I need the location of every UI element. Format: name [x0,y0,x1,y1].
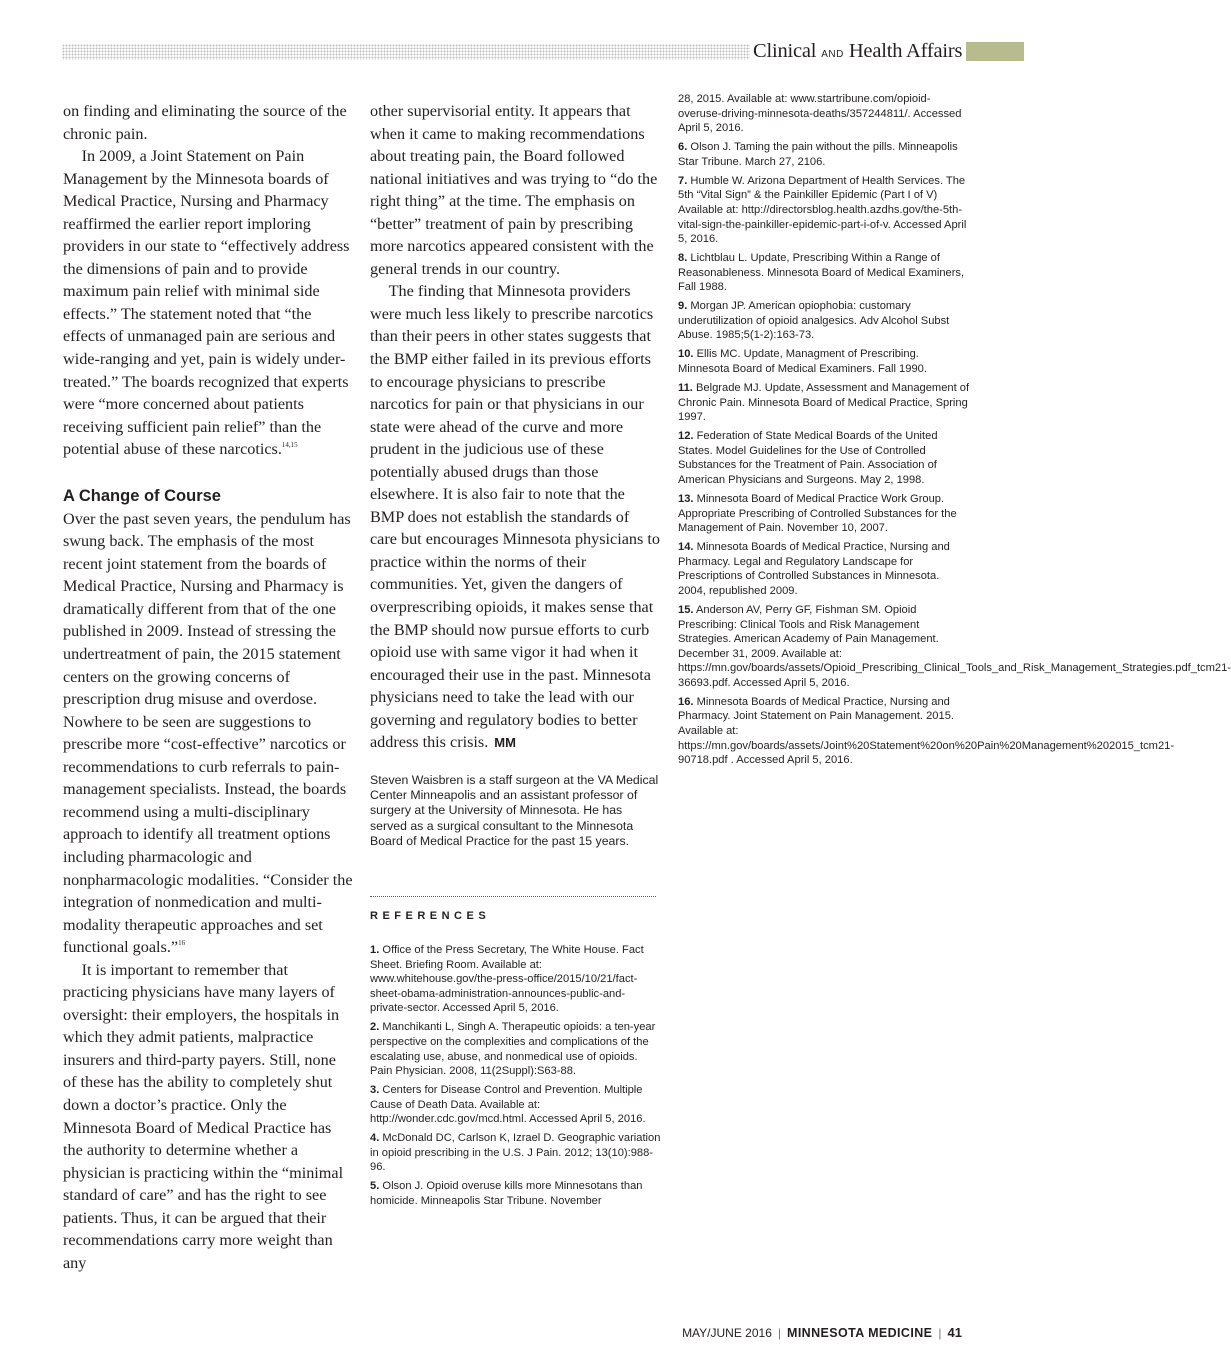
reference-item [678,381,970,425]
reference-number: 12. [678,430,694,443]
footer-separator: | [777,1326,781,1340]
reference-item [678,347,970,376]
reference-number: 16. [678,695,694,708]
reference-number: 13. [678,492,694,505]
paragraph-text: In 2009, a Joint Statement on Pain Management by the Minnesota boards of Medical Practice, Nursing and Pharmacy reaffirmed the earlier report imploring providers in our state to “effectively address the dimensions of pain and to provide maximum pain relief with minimal side effects.” The statement noted that “the effects of unmanaged pain are serious and wide-ranging and yet, pain is widely under-treated.” The boards recognized that experts were “more concerned about patients receiving sufficient pain relief” than the potential abuse of these narcotics. [63,147,350,459]
reference-item [678,492,970,536]
reference-item [678,540,970,598]
citation-superscript: 16 [178,939,186,948]
reference-item [678,299,970,343]
citation-superscript: 14,15 [281,441,298,450]
section-header-and: AND [821,49,844,60]
reference-text: Humble W. Arizona Department of Health Services. The 5th “Vital Sign” & the Painkiller Epidemic (Part I of V) Available at: http://directorsblog.health.azdhs.gov/the-5th-vital-sign-the-painkiller-epidemic-part-i-of-v. Accessed April 5, 2016. [678,174,967,246]
reference-item [678,429,970,487]
article-column-1 [63,100,353,1274]
section-header [753,40,962,63]
reference-number: 11. [678,382,693,395]
reference-item [370,1083,662,1127]
page-footer [682,1325,962,1340]
reference-item [370,943,662,1016]
reference-text: Ellis MC. Update, Managment of Prescribing. Minnesota Board of Medical Examiners. Fall 1990. [678,348,927,376]
header-color-bar [966,42,1024,61]
paragraph [63,145,353,461]
reference-number: 15. [678,603,694,616]
divider [370,896,656,897]
reference-text: Morgan JP. American opiophobia: customary underutilization of opioid analgesics. Adv Alcohol Subst Abuse. 1985;5(1-2):163-73. [678,300,950,342]
reference-continuation: 28, 2015. Available at: www.startribune.com/opioid-overuse-driving-minnesota-deaths/357244811/. Accessed April 5, 2016. [678,93,962,135]
reference-item [678,695,1175,768]
reference-text: Olson J. Opioid overuse kills more Minnesotans than homicide. Minneapolis Star Tribune. November [370,1180,643,1208]
section-header-word-2: Health Affairs [848,40,963,62]
end-mark: MM [494,735,516,751]
reference-text: Anderson AV, Perry GF, Fishman SM. Opioid Prescribing: Clinical Tools and Risk Management Strategies. American Academy of Pain Management. December 31, 2009. Available at: https://mn.gov/boards/assets/Opioid_Prescribing_Clinical_Tools_and_Risk_Management_Strategies.pdf_tcm21-36693.pdf. Accessed April 5, 2016. [678,603,1231,689]
reference-item [678,174,970,247]
reference-item [678,251,970,295]
reference-text: Lichtblau L. Update, Prescribing Within a Range of Reasonableness. Minnesota Board of Medical Examiners, Fall 1988. [678,252,965,294]
paragraph [63,508,353,959]
reference-item [370,1179,662,1208]
reference-number: 2. [370,1021,380,1034]
reference-number: 8. [678,252,688,265]
references-list-part-2 [678,92,1231,772]
reference-text: Minnesota Boards of Medical Practice, Nursing and Pharmacy. Joint Statement on Pain Management. 2015. Available at: https://mn.gov/boards/assets/Joint%20Statement%20on%20Pain%20Management%202015_tcm21-90718.pdf . Accessed April 5, 2016. [678,695,1175,767]
reference-text: Federation of State Medical Boards of the United States. Model Guidelines for the Use of Controlled Substances for the Treatment of Pain. Association of American Physicians and Surgeons. May 2, 1998. [678,430,938,486]
reference-text: Olson J. Taming the pain without the pills. Minneapolis Star Tribune. March 27, 2106. [678,141,958,168]
reference-number: 3. [370,1084,380,1097]
page-number: 41 [947,1325,962,1340]
reference-text: McDonald DC, Carlson K, Izrael D. Geographic variation in opioid prescribing in the U.S. J Pain. 2012; 13(10):988-96. [370,1132,661,1174]
reference-text: Minnesota Boards of Medical Practice, Nursing and Pharmacy. Legal and Regulatory Landscape for Prescriptions of Controlled Substances in Minnesota. 2004, republished 2009. [678,541,950,597]
author-bio: Steven Waisbren is a staff surgeon at the VA Medical Center Minneapolis and an assistant professor of surgery at the University of Minnesota. He has served as a surgical consultant to the Minnesota Board of Medical Practice for the past 15 years. [370,773,659,848]
reference-number: 4. [370,1132,380,1145]
reference-number: 7. [678,174,688,187]
paragraph [370,280,660,754]
references-heading: REFERENCES [370,910,491,922]
reference-item [678,140,970,169]
paragraph-text: The finding that Minnesota providers were much less likely to prescribe narcotics than their peers in other states suggests that the BMP either failed in its previous efforts to encourage physicians to prescribe narcotics for pain or that physicians in our state were ahead of the curve and more prudent in the judicious use of these potentially abused drugs than those elsewhere. It is also fair to note that the BMP does not establish the standards of care but encourages Minnesota physicians to practice within the norms of their communities. Yet, given the dangers of overprescribing opioids, it makes sense that the BMP should now pursue efforts to curb opioid use with same vigor it had when it encouraged their use in the past. Minnesota physicians need to take the lead with our governing and regulatory bodies to better address this crisis. [370,282,660,752]
paragraph-text: Over the past seven years, the pendulum has swung back. The emphasis of the most recent joint statement from the boards of Medical Practice, Nursing and Pharmacy is dramatically different from that of the one published in 2009. Instead of stressing the undertreatment of pain, the 2015 statement centers on the growing concerns of prescription drug misuse and overdose. Nowhere to be seen are suggestions to prescribe more “cost-effective” narcotics or recommendations to curb referrals to pain-management specialists. Instead, the boards recommend using a multi-disciplinary approach to identify all treatment options including pharmacologic and nonpharmacologic modalities. “Consider the integration of nonmedication and multi-modality therapeutic approaches and set functional goals.” [63,509,353,957]
references-list-part-1 [370,943,662,1213]
paragraph: other supervisorial entity. It appears that when it came to making recommendations about treating pain, the Board followed national initiatives and was trying to “do the right thing” at the time. The emphasis on “better” treatment of pain by prescribing more narcotics appeared consistent with the general trends in our country. [370,102,658,278]
reference-item [370,1131,662,1175]
reference-number: 1. [370,944,380,956]
magazine-name: MINNESOTA MEDICINE [787,1326,933,1340]
reference-text: Belgrade MJ. Update, Assessment and Management of Chronic Pain. Minnesota Board of Medical Practice, Spring 1997. [678,382,970,424]
paragraph: on finding and eliminating the source of the chronic pain. [63,102,347,143]
section-heading: A Change of Course [63,486,221,505]
article-column-2 [370,100,660,755]
reference-number: 9. [678,300,688,313]
section-header-word-1: Clinical [753,40,817,62]
footer-separator: | [938,1326,942,1340]
reference-text: Manchikanti L, Singh A. Therapeutic opioids: a ten-year perspective on the complexities and complications of the escalating use, abuse, and nonmedical use of opioids. Pain Physician. 2008, 11(2Suppl):S63-88. [370,1021,656,1078]
issue-date: MAY/JUNE 2016 [682,1326,772,1340]
paragraph: It is important to remember that practicing physicians have many layers of oversight: their employers, the hospitals in which they admit patients, malpractice insurers and third-party payers. Still, none of these has the ability to completely shut down a doctor’s practice. Only the Minnesota Board of Medical Practice has the authority to determine whether a physician is practicing within the “minimal standard of care” and has the right to see patients. Thus, it can be argued that their recommendations carry more weight than any [63,960,344,1272]
reference-text: Office of the Press Secretary, The White House. Fact Sheet. Briefing Room. Available at: www.whitehouse.gov/the-press-office/2015/10/21/fact-sheet-obama-administration-announces-public-and-private-sector. Accessed April 5, 2016. [370,944,644,1015]
header-dot-pattern [62,44,750,60]
reference-text: Minnesota Board of Medical Practice Work Group. Appropriate Prescribing of Controlled Substances for the Management of Pain. November 10, 2007. [678,492,957,535]
reference-item [678,603,1231,691]
reference-number: 14. [678,541,694,554]
reference-item [370,1020,662,1078]
reference-number: 5. [370,1180,380,1193]
reference-number: 6. [678,141,688,154]
reference-text: Centers for Disease Control and Prevention. Multiple Cause of Death Data. Available at: http://wonder.cdc.gov/mcd.html. Accessed April 5, 2016. [370,1084,646,1126]
reference-number: 10. [678,348,694,361]
